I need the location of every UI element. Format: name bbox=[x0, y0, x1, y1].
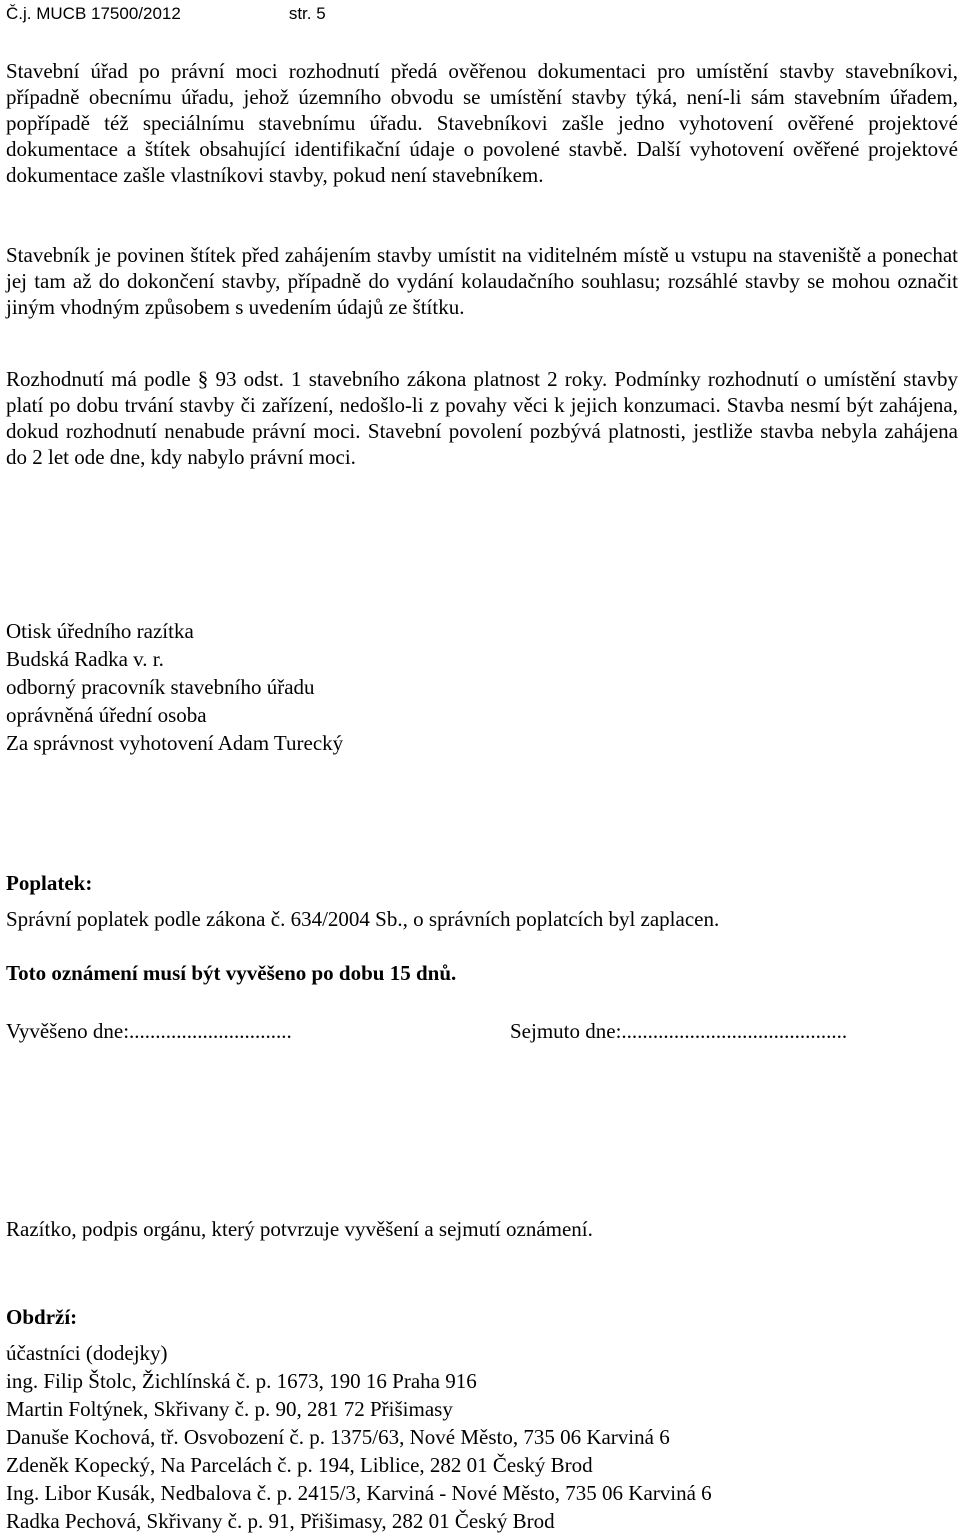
recipient-item: ing. Filip Štolc, Žichlínská č. p. 1673, 190 16 Praha 916 bbox=[6, 1369, 477, 1393]
recipients-group: účastníci (dodejky) bbox=[6, 1341, 168, 1365]
recipient-item: Radka Pechová, Skřivany č. p. 91, Přišimasy, 282 01 Český Brod bbox=[6, 1509, 555, 1533]
recipients-heading: Obdrží: bbox=[6, 1305, 78, 1329]
official-stamp-label: Otisk úředního razítka bbox=[6, 619, 194, 643]
stamp-signature-note: Razítko, podpis orgánu, který potvrzuje vyvěšení a sejmutí oznámení. bbox=[6, 1217, 593, 1241]
correctness-statement: Za správnost vyhotovení Adam Turecký bbox=[6, 731, 344, 755]
fee-text: Správní poplatek podle zákona č. 634/2004 Sb., o správních poplatcích byl zaplacen. bbox=[6, 907, 720, 931]
reference-number: Č.j. MUCB 17500/2012 bbox=[6, 4, 181, 23]
page-header bbox=[6, 4, 326, 24]
signatory-name: Budská Radka v. r. bbox=[6, 647, 164, 671]
paragraph-label-sign: Stavebník je povinen štítek před zahájením stavby umístit na viditelném místě u vstupu na staveniště a ponechat jej tam až do dokončení stavby, případně do vydání kolaudačního souhlasu; rozsáhlé stavby se mohou označit jiným vhodným způsobem s uvedením údajů ze štítku. bbox=[6, 243, 958, 319]
recipient-item: Danuše Kochová, tř. Osvobození č. p. 1375/63, Nové Město, 735 06 Karviná 6 bbox=[6, 1425, 670, 1449]
removed-date-field: Sejmuto dne:........................................... bbox=[510, 1019, 848, 1043]
recipient-item: Martin Foltýnek, Skřivany č. p. 90, 281 72 Přišimasy bbox=[6, 1397, 453, 1421]
posted-date-field: Vyvěšeno dne:............................... bbox=[6, 1019, 292, 1043]
page-number: str. 5 bbox=[288, 4, 326, 23]
signatory-role: odborný pracovník stavebního úřadu bbox=[6, 675, 315, 699]
recipient-item: Zdeněk Kopecký, Na Parcelách č. p. 194, Liblice, 282 01 Český Brod bbox=[6, 1453, 593, 1477]
signatory-authority: oprávněná úřední osoba bbox=[6, 703, 207, 727]
paragraph-documentation: Stavební úřad po právní moci rozhodnutí předá ověřenou dokumentaci pro umístění stavby stavebníkovi, případně obecnímu úřadu, jehož územního obvodu se umístění stavby týká, není-li sám stavebním úřadem, popřípadě též speciálnímu stavebnímu úřadu. Stavebníkovi zašle jedno vyhotovení ověřené projektové dokumentace a štítek obsahující identifikační údaje o povolené stavbě. Další vyhotovení ověřené projektové dokumentace zašle vlastníkovi stavby, pokud není stavebníkem. bbox=[6, 59, 958, 187]
paragraph-validity: Rozhodnutí má podle § 93 odst. 1 stavebního zákona platnost 2 roky. Podmínky rozhodnutí o umístění stavby platí po dobu trvání stavby či zařízení, nedošlo-li z povahy věci k jejich konzumaci. Stavba nesmí být zahájena, dokud rozhodnutí nenabude právní moci. Stavební povolení pozbývá platnosti, jestliže stavba nebyla zahájena do 2 let ode dne, kdy nabylo právní moci. bbox=[6, 367, 958, 469]
fee-heading: Poplatek: bbox=[6, 871, 93, 895]
posting-notice: Toto oznámení musí být vyvěšeno po dobu 15 dnů. bbox=[6, 961, 457, 985]
recipient-item: Ing. Libor Kusák, Nedbalova č. p. 2415/3, Karviná - Nové Město, 735 06 Karviná 6 bbox=[6, 1481, 712, 1505]
